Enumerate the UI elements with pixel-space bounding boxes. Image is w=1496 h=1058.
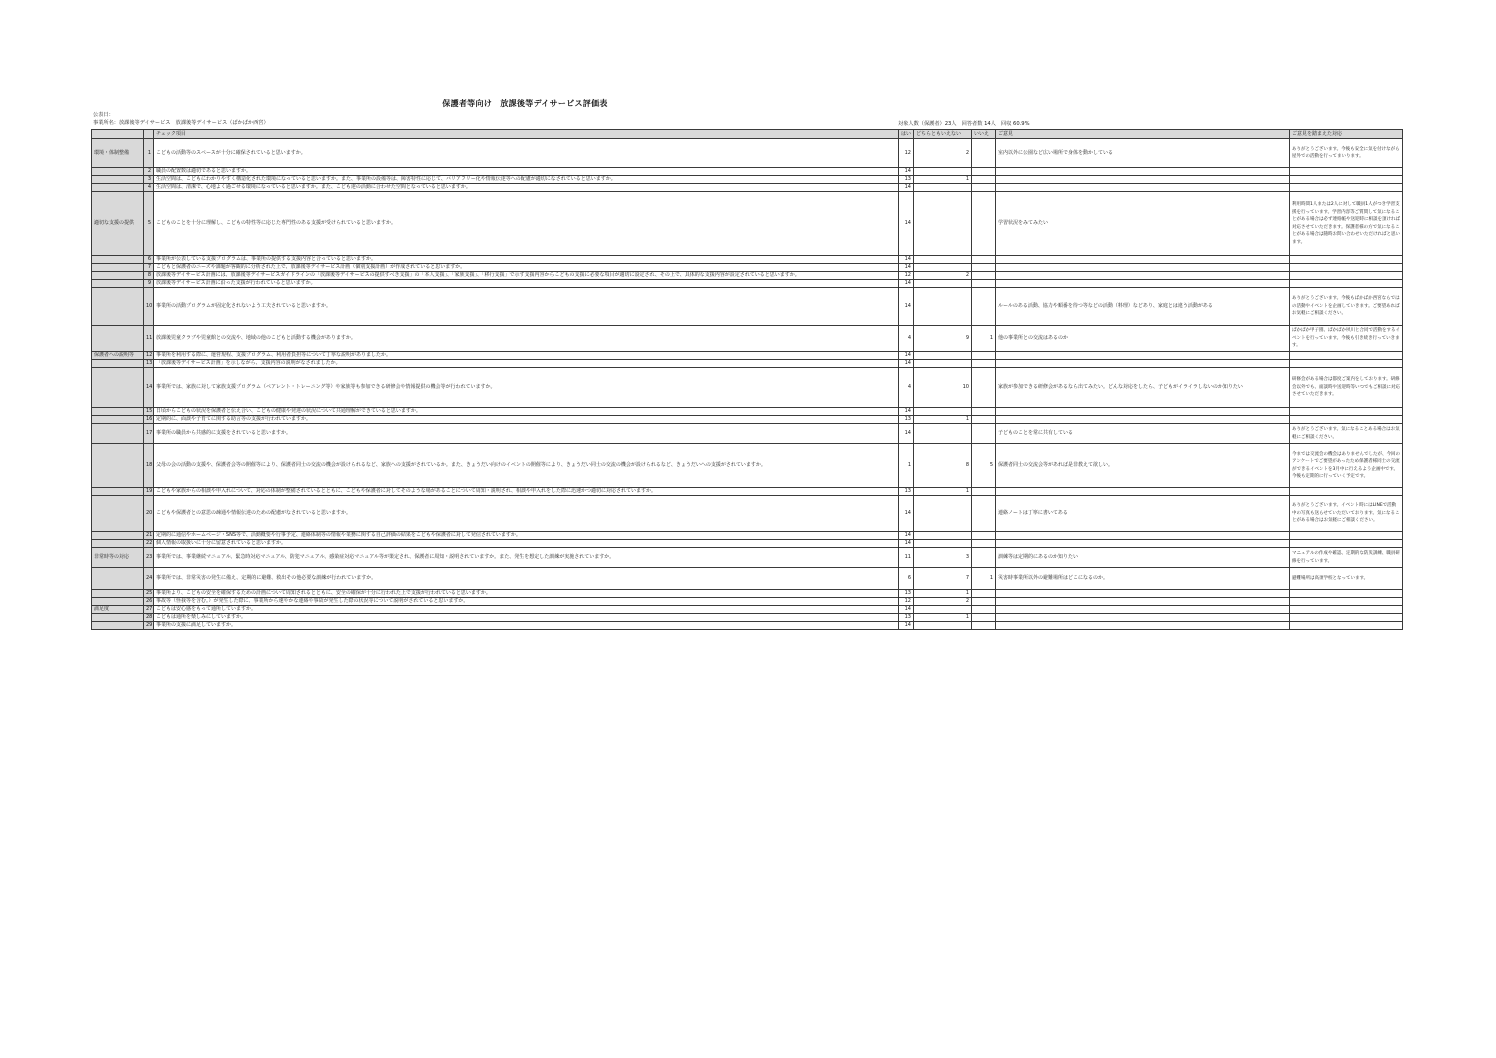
header-check-item: チェック項目 xyxy=(154,130,899,139)
yes-count: 14 xyxy=(899,288,914,326)
category-cell xyxy=(92,368,144,408)
item-number: 2 xyxy=(144,168,154,176)
check-item: 放課後等デイサービス計画に沿った支援が行われていると思いますか。 xyxy=(154,280,899,288)
item-number: 9 xyxy=(144,280,154,288)
item-number: 11 xyxy=(144,326,154,352)
response-text xyxy=(1290,408,1403,416)
check-item: 放課後等デイサービス計画には、放課後等デイサービスガイドラインの「放課後等デイサービスの提供すべき支援」の「本人支援」、「家族支援」、「移行支援」で示す支援内容からこどもの支援に必要な項目が適切に設定され、その上で、具体的な支援内容が設定されていると思いますか。 xyxy=(154,272,899,280)
yes-count: 13 xyxy=(899,416,914,424)
response-text xyxy=(1290,622,1403,630)
table-row xyxy=(92,488,1403,496)
no-count xyxy=(972,488,996,496)
neutral-count xyxy=(914,352,972,360)
header-yes: はい xyxy=(899,130,914,139)
item-number: 19 xyxy=(144,488,154,496)
yes-count: 6 xyxy=(899,568,914,590)
neutral-count xyxy=(914,280,972,288)
category-cell xyxy=(92,614,144,622)
header-neutral: どちらともいえない xyxy=(914,130,972,139)
header-opinion: ご意見 xyxy=(996,130,1290,139)
response-text xyxy=(1290,360,1403,368)
response-text: ありがとうございます。イベント時にはLINEで活動中の写真も送らせていただいております。気になることがある場合はお気軽にご相談ください。 xyxy=(1290,496,1403,532)
category-cell xyxy=(92,326,144,352)
item-number: 27 xyxy=(144,606,154,614)
yes-count: 14 xyxy=(899,408,914,416)
no-count xyxy=(972,368,996,408)
table-row xyxy=(92,288,1403,326)
header-no xyxy=(144,130,154,139)
item-number: 1 xyxy=(144,139,154,168)
item-number: 28 xyxy=(144,614,154,622)
neutral-count: 2 xyxy=(914,139,972,168)
check-item: 事故等（怪我等を含む。）が発生した際に、事業所から速やかな連絡や事故が発生した際の状況等について説明がされていると思いますか。 xyxy=(154,598,899,606)
table-row xyxy=(92,280,1403,288)
neutral-count: 2 xyxy=(914,272,972,280)
item-number: 7 xyxy=(144,264,154,272)
response-text xyxy=(1290,606,1403,614)
neutral-count xyxy=(914,192,972,256)
check-item: 個人情報の取扱いに十分に留意されていると思いますか。 xyxy=(154,540,899,548)
opinion-text xyxy=(996,606,1290,614)
category-cell xyxy=(92,444,144,488)
opinion-text xyxy=(996,408,1290,416)
table-row xyxy=(92,368,1403,408)
yes-count: 14 xyxy=(899,360,914,368)
check-item: こどものことを十分に理解し、こどもの特性等に応じた専門性のある支援が受けられていると思いますか。 xyxy=(154,192,899,256)
neutral-count xyxy=(914,424,972,444)
item-number: 10 xyxy=(144,288,154,326)
yes-count: 12 xyxy=(899,598,914,606)
yes-count: 14 xyxy=(899,622,914,630)
table-row xyxy=(92,168,1403,176)
table-row xyxy=(92,176,1403,184)
neutral-count xyxy=(914,256,972,264)
yes-count: 13 xyxy=(899,590,914,598)
category-cell xyxy=(92,488,144,496)
yes-count: 14 xyxy=(899,424,914,444)
check-item: こどもや保護者との意思の疎通や情報伝達のための配慮がなされていると思いますか。 xyxy=(154,496,899,532)
neutral-count: 10 xyxy=(914,368,972,408)
no-count xyxy=(972,590,996,598)
category-cell xyxy=(92,280,144,288)
opinion-text: 子どものことを常に共有している xyxy=(996,424,1290,444)
neutral-count: 1 xyxy=(914,488,972,496)
no-count xyxy=(972,256,996,264)
table-row xyxy=(92,360,1403,368)
yes-count: 13 xyxy=(899,176,914,184)
neutral-count: 1 xyxy=(914,614,972,622)
response-text xyxy=(1290,532,1403,540)
table-row xyxy=(92,496,1403,532)
yes-count: 12 xyxy=(899,139,914,168)
no-count xyxy=(972,540,996,548)
table-row xyxy=(92,264,1403,272)
table-row xyxy=(92,326,1403,352)
opinion-text xyxy=(996,256,1290,264)
no-count xyxy=(972,606,996,614)
yes-count: 14 xyxy=(899,192,914,256)
no-count xyxy=(972,288,996,326)
neutral-count: 1 xyxy=(914,416,972,424)
neutral-count: 1 xyxy=(914,590,972,598)
yes-count: 14 xyxy=(899,168,914,176)
opinion-text: 保護者同士の交流会等があれば是非教えて欲しい。 xyxy=(996,444,1290,488)
header-category xyxy=(92,130,144,139)
neutral-count xyxy=(914,496,972,532)
no-count xyxy=(972,408,996,416)
check-item: 父母の会の活動の支援や、保護者会等の開催等により、保護者同士の交流の機会が設けられるなど、家族への支援がされているか。また、きょうだい向けのイベントの開催等により、きょうだい同士の交流の機会が設けられるなど、きょうだいへの支援がされていますか。 xyxy=(154,444,899,488)
response-text xyxy=(1290,416,1403,424)
neutral-count xyxy=(914,408,972,416)
table-row xyxy=(92,568,1403,590)
response-text: マニュアルの作成や確認、定期的な防災訓練、職員研修を行っています。 xyxy=(1290,548,1403,568)
no-count: 5 xyxy=(972,444,996,488)
neutral-count xyxy=(914,532,972,540)
item-number: 29 xyxy=(144,622,154,630)
check-item: こどもは通所を楽しみにしていますか。 xyxy=(154,614,899,622)
yes-count: 14 xyxy=(899,540,914,548)
no-count xyxy=(972,424,996,444)
category-cell: 非常時等の対応 xyxy=(92,548,144,568)
no-count xyxy=(972,598,996,606)
response-text: 研修会がある場合は都度ご案内をしております。研修会以外でも、面談時や送迎時等いつでもご相談に対応させていただきます。 xyxy=(1290,368,1403,408)
opinion-text xyxy=(996,540,1290,548)
response-text: ありがとうございます。今後もぱかぱか西宮ならではの活動やイベントを企画していきます。ご要望あればお気軽にご相談ください。 xyxy=(1290,288,1403,326)
category-cell xyxy=(92,496,144,532)
yes-count: 12 xyxy=(899,272,914,280)
check-item: 事業所を利用する際に、運営規程、支援プログラム、利用者負担等について丁寧な説明がありましたか。 xyxy=(154,352,899,360)
item-number: 4 xyxy=(144,184,154,192)
category-cell xyxy=(92,540,144,548)
table-row xyxy=(92,416,1403,424)
no-count xyxy=(972,264,996,272)
response-text: ありがとうございます。今後も安全に気を付けながら屋外での活動を行ってまいります。 xyxy=(1290,139,1403,168)
category-cell xyxy=(92,532,144,540)
check-item: 定期的に通信やホームページ・SNS等で、活動概要や行事予定、連絡体制等の情報や業務に関する自己評価の結果をこどもや保護者に対して発信されていますか。 xyxy=(154,532,899,540)
check-item: こどもや家族からの相談や申入れについて、対応の体制が整備されているとともに、こどもや保護者に対してそのような場があることについて周知・説明され、相談や申入れをした際に迅速かつ適切に対応されていますか。 xyxy=(154,488,899,496)
opinion-text xyxy=(996,614,1290,622)
yes-count: 14 xyxy=(899,264,914,272)
item-number: 17 xyxy=(144,424,154,444)
category-cell xyxy=(92,424,144,444)
table-row xyxy=(92,548,1403,568)
neutral-count: 2 xyxy=(914,598,972,606)
item-number: 26 xyxy=(144,598,154,606)
published-date-label: 公表日： xyxy=(93,112,114,118)
neutral-count xyxy=(914,360,972,368)
no-count xyxy=(972,360,996,368)
table-row xyxy=(92,139,1403,168)
item-number: 25 xyxy=(144,590,154,598)
response-text: 今までは交流会の機会はありませんでしたが、今回のアンケートでご要望があったため保護者様同士の交流ができるイベントを3月中に行えるよう企画中です。今後も定期的に行っていく予定です。 xyxy=(1290,444,1403,488)
neutral-count: 9 xyxy=(914,326,972,352)
category-cell xyxy=(92,360,144,368)
item-number: 5 xyxy=(144,192,154,256)
check-item: 事業所の職員から共感的に支援をされていると思いますか。 xyxy=(154,424,899,444)
item-number: 13 xyxy=(144,360,154,368)
response-text xyxy=(1290,168,1403,176)
yes-count: 11 xyxy=(899,548,914,568)
response-text xyxy=(1290,598,1403,606)
category-cell xyxy=(92,256,144,264)
opinion-text: 学習状況をみてみたい xyxy=(996,192,1290,256)
check-item: 事業所の支援に満足していますか。 xyxy=(154,622,899,630)
check-item: 事業所では、非常災害の発生に備え、定期的に避難、救出その他必要な訓練が行われていますか。 xyxy=(154,568,899,590)
opinion-text xyxy=(996,176,1290,184)
table-row xyxy=(92,614,1403,622)
check-item: 事業所では、家族に対して家族支援プログラム（ペアレント・トレーニング等）や家族等も参加できる研修会や情報提供の機会等が行われていますか。 xyxy=(154,368,899,408)
document-title: 保護者等向け 放課後等デイサービス評価表 xyxy=(442,99,608,108)
opinion-text xyxy=(996,352,1290,360)
yes-count: 1 xyxy=(899,444,914,488)
check-item: 定期的に、面談や子育てに関する助言等の支援が行われていますか。 xyxy=(154,416,899,424)
table-row xyxy=(92,540,1403,548)
no-count xyxy=(972,168,996,176)
no-count xyxy=(972,352,996,360)
response-text xyxy=(1290,280,1403,288)
opinion-text: 室内以外に公園など広い場所で身体を動かしている xyxy=(996,139,1290,168)
item-number: 15 xyxy=(144,408,154,416)
no-count xyxy=(972,416,996,424)
table-row xyxy=(92,598,1403,606)
neutral-count xyxy=(914,184,972,192)
opinion-text: 災害時事業所以外の避難場所はどこになるのか。 xyxy=(996,568,1290,590)
header-response: ご意見を踏まえた対応 xyxy=(1290,130,1403,139)
yes-count: 14 xyxy=(899,352,914,360)
table-row xyxy=(92,352,1403,360)
table-row xyxy=(92,606,1403,614)
opinion-text xyxy=(996,168,1290,176)
response-text: ぱかぱか甲子園、ぱかぱか夙川と合同で活動をするイベントを行っています。今後も引き続き行っていきます。 xyxy=(1290,326,1403,352)
opinion-text xyxy=(996,272,1290,280)
check-item: こどもの活動等のスペースが十分に確保されていると思いますか。 xyxy=(154,139,899,168)
item-number: 21 xyxy=(144,532,154,540)
yes-count: 13 xyxy=(899,488,914,496)
item-number: 3 xyxy=(144,176,154,184)
no-count xyxy=(972,272,996,280)
category-cell: 適切な支援の提供 xyxy=(92,192,144,256)
response-text xyxy=(1290,184,1403,192)
opinion-text xyxy=(996,184,1290,192)
response-text xyxy=(1290,614,1403,622)
table-row xyxy=(92,184,1403,192)
header-no-answer: いいえ xyxy=(972,130,996,139)
table-row xyxy=(92,272,1403,280)
item-number: 14 xyxy=(144,368,154,408)
yes-count: 4 xyxy=(899,326,914,352)
no-count: 1 xyxy=(972,568,996,590)
no-count xyxy=(972,192,996,256)
check-item: 放課後児童クラブや児童館との交流や、地域の他のこどもと活動する機会がありますか。 xyxy=(154,326,899,352)
item-number: 23 xyxy=(144,548,154,568)
category-cell: 満足度 xyxy=(92,606,144,614)
table-row xyxy=(92,590,1403,598)
yes-count: 14 xyxy=(899,606,914,614)
response-text xyxy=(1290,176,1403,184)
table-row xyxy=(92,424,1403,444)
item-number: 18 xyxy=(144,444,154,488)
yes-count: 14 xyxy=(899,184,914,192)
opinion-text xyxy=(996,264,1290,272)
no-count xyxy=(972,496,996,532)
opinion-text xyxy=(996,598,1290,606)
neutral-count xyxy=(914,168,972,176)
check-item: 生活空間は、清潔で、心地よく過ごせる環境になっていると思いますか。また、こども達の活動に合わせた空間となっていると思いますか。 xyxy=(154,184,899,192)
item-number: 12 xyxy=(144,352,154,360)
neutral-count xyxy=(914,540,972,548)
neutral-count xyxy=(914,622,972,630)
neutral-count xyxy=(914,288,972,326)
opinion-text xyxy=(996,488,1290,496)
check-item: 事業所の活動プログラムが固定化されないよう工夫されていると思いますか。 xyxy=(154,288,899,326)
category-cell xyxy=(92,408,144,416)
response-text xyxy=(1290,352,1403,360)
table-row xyxy=(92,408,1403,416)
category-cell xyxy=(92,288,144,326)
table-row xyxy=(92,444,1403,488)
table-row xyxy=(92,622,1403,630)
no-count xyxy=(972,548,996,568)
opinion-text xyxy=(996,532,1290,540)
evaluation-table xyxy=(91,129,1403,630)
neutral-count: 3 xyxy=(914,548,972,568)
check-item: 生活空間は、こどもにわかりやすく構造化された環境になっていると思いますか。また、事業所の設備等は、障害特性に応じて、バリアフリー化や情報伝達等への配慮が適切になされていると思いますか。 xyxy=(154,176,899,184)
category-cell xyxy=(92,184,144,192)
check-item: 日頃からこどもの状況を保護者と伝え合い、こどもの健康や発達の状況について共通理解ができていると思いますか。 xyxy=(154,408,899,416)
opinion-text xyxy=(996,622,1290,630)
neutral-count: 1 xyxy=(914,176,972,184)
opinion-text xyxy=(996,590,1290,598)
category-cell xyxy=(92,568,144,590)
opinion-text: 連絡ノートは丁寧に書いてある xyxy=(996,496,1290,532)
table-row xyxy=(92,256,1403,264)
neutral-count xyxy=(914,606,972,614)
table-row xyxy=(92,192,1403,256)
no-count xyxy=(972,184,996,192)
check-item: 「放課後等デイサービス計画」を示しながら、支援内容の説明がなされましたか。 xyxy=(154,360,899,368)
response-text xyxy=(1290,264,1403,272)
response-summary: 対象人数（保護者）23人 回答者数 14人 回収 60.9% xyxy=(898,121,1030,127)
no-count xyxy=(972,280,996,288)
table-header-row xyxy=(92,130,1403,139)
response-text: 利用時間1人または2人に対して職員1人がつき学習支援を行っています。学習内容等ご質問して気になることがある場合は必ず連絡帳や送迎時に相談を頂ければ対応させていただきます。保護者様の方で気になることがある場合は随時お問い合わせいただければと思います。 xyxy=(1290,192,1403,256)
check-item: 職員の配置数は適切であると思いますか。 xyxy=(154,168,899,176)
check-item: 事業所では、事業継続マニュアル、緊急時対応マニュアル、防犯マニュアル、感染症対応マニュアル等が策定され、保護者に周知・説明されていますか。また、発生を想定した訓練が実施されていますか。 xyxy=(154,548,899,568)
table-row xyxy=(92,532,1403,540)
item-number: 22 xyxy=(144,540,154,548)
category-cell xyxy=(92,272,144,280)
category-cell: 環境・体制整備 xyxy=(92,139,144,168)
neutral-count: 7 xyxy=(914,568,972,590)
category-cell xyxy=(92,176,144,184)
no-count: 1 xyxy=(972,326,996,352)
no-count xyxy=(972,532,996,540)
no-count xyxy=(972,614,996,622)
yes-count: 14 xyxy=(899,256,914,264)
response-text xyxy=(1290,256,1403,264)
opinion-text: 家族が参加できる研修会があるなら出てみたい。どんな対応をしたら、子どもがイライラしないのか知りたい xyxy=(996,368,1290,408)
category-cell: 保護者への説明等 xyxy=(92,352,144,360)
opinion-text: ルールのある活動、協力や順番を待つ等などの活動（料理）などあり、家庭とは違う活動がある xyxy=(996,288,1290,326)
category-cell xyxy=(92,416,144,424)
no-count xyxy=(972,176,996,184)
response-text: 避難場所は高須学校となっています。 xyxy=(1290,568,1403,590)
response-text xyxy=(1290,488,1403,496)
check-item: こどもは安心感をもって通所していますか。 xyxy=(154,606,899,614)
response-text: ありがとうございます。気になることある場合はお気軽にご相談ください。 xyxy=(1290,424,1403,444)
opinion-text xyxy=(996,360,1290,368)
check-item: 事業所が公表している支援プログラムは、事業所の提供する支援内容と合っていると思いますか。 xyxy=(154,256,899,264)
yes-count: 14 xyxy=(899,496,914,532)
neutral-count: 8 xyxy=(914,444,972,488)
category-cell xyxy=(92,622,144,630)
yes-count: 4 xyxy=(899,368,914,408)
office-name: 事業所名：放課後等デイサービス 放課後等デイサービス（ぱかぱか西宮） xyxy=(93,120,269,126)
check-item: 事業所より、こどもの安全を確保するための計画について周知されるとともに、安全の確保が十分に行われた上で支援が行われていると思いますか。 xyxy=(154,590,899,598)
opinion-text: 訓練等は定期的にあるのか知りたい xyxy=(996,548,1290,568)
item-number: 20 xyxy=(144,496,154,532)
response-text xyxy=(1290,272,1403,280)
neutral-count xyxy=(914,264,972,272)
yes-count: 14 xyxy=(899,532,914,540)
category-cell xyxy=(92,598,144,606)
category-cell xyxy=(92,168,144,176)
yes-count: 13 xyxy=(899,614,914,622)
no-count xyxy=(972,622,996,630)
item-number: 24 xyxy=(144,568,154,590)
yes-count: 14 xyxy=(899,280,914,288)
item-number: 8 xyxy=(144,272,154,280)
response-text xyxy=(1290,590,1403,598)
opinion-text: 他の事業所との交流はあるのか xyxy=(996,326,1290,352)
response-text xyxy=(1290,540,1403,548)
item-number: 16 xyxy=(144,416,154,424)
item-number: 6 xyxy=(144,256,154,264)
category-cell xyxy=(92,590,144,598)
category-cell xyxy=(92,264,144,272)
no-count xyxy=(972,139,996,168)
opinion-text xyxy=(996,280,1290,288)
check-item: こどもと保護者のニーズや課題が客観的に分析された上で、放課後等デイサービス計画（個別支援計画）が作成されていると思いますか。 xyxy=(154,264,899,272)
opinion-text xyxy=(996,416,1290,424)
